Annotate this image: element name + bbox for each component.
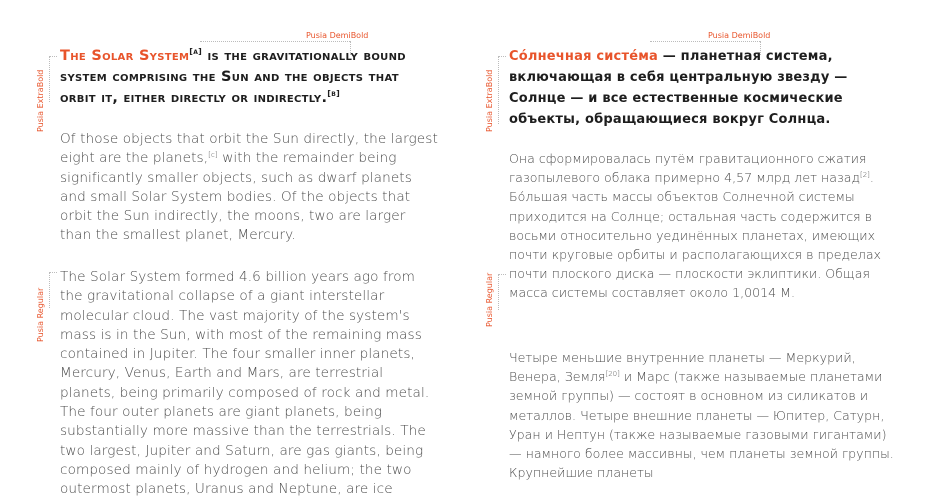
heading-text: — планетная система, включающая в себя центральную звезду — Солнце — и все естественные космические объекты, обращающиеся вокруг Солнца. [509,49,848,127]
font-annotation-extrabold-en: Pusia ExtraBold [36,69,45,132]
russian-heading [509,46,859,130]
font-annotation-extrabold-ru: Pusia ExtraBold [485,69,494,132]
annotation-guide [498,56,506,57]
citation-ref[interactable]: [b] [327,89,341,98]
paragraph-text: Она сформировалась путём гравитационного сжатия газопылевого облака примерно 4,57 млрд лет назад [509,151,867,186]
paragraph-text: . Бо́льшая часть массы объектов Солнечной системы приходится на Солнце; остальная часть содержится в восьми относительно уединённых планетах, имеющих почти круговые орбиты и располагающихся в пределах почти плоского диска — плоскости эклиптики. Общая масса системы составляет около 1,0014 M. [509,170,881,301]
annotation-guide [49,56,50,102]
font-annotation-demibold-en: Pusia DemiBold [306,31,369,40]
annotation-guide [200,41,350,42]
paragraph-text: Четыре меньшие внутренние планеты — Меркурий, Венера, Земля [509,350,856,385]
annotation-guide [49,272,50,308]
paragraph-text: и Марс (также называемые планетами земной группы) — состоят в основном из силикатов и металлов. Четыре внешние планеты — Юпитер, Сатурн, Уран и Нептун (также называемые газовыми гигантами) — намного более массивны, чем планеты земной группы. Крупнейшие планеты [509,369,894,481]
annotation-guide [650,41,760,42]
font-annotation-regular-ru: Pusia Regular [485,272,494,327]
citation-ref[interactable]: [2] [859,171,870,180]
citation-ref[interactable]: [a] [189,47,203,56]
paragraph-text: Of those objects that orbit the Sun directly, the largest eight are the planets, [60,131,438,167]
annotation-guide [49,56,57,57]
russian-paragraph-1 [509,149,897,303]
annotation-guide [498,56,499,124]
english-paragraph-2: The Solar System formed 4.6 billion years ago from the gravitational collapse of a giant interstellar molecular cloud. The vast majority of the system's mass is in the Sun, with most of the remaining mass contained in Jupiter. The four smaller inner planets, Mercury, Venus, Earth and Mars, are terrestrial planets, being primarily composed of rock and metal. The four outer planets are giant planets, being substantially more massive than the terrestrials. The two largest, Jupiter and Saturn, are gas giants, being composed mainly of hydrogen and helium; the two outermost planets, Uranus and Neptune, are ice [60,269,430,498]
font-annotation-demibold-ru: Pusia DemiBold [708,31,771,40]
annotation-guide [498,274,499,310]
heading-accent: Со́лнечная систе́ма [509,49,659,64]
russian-paragraph-2 [509,348,897,482]
english-paragraph-1 [60,130,438,246]
annotation-guide [49,272,57,273]
annotation-guide [498,274,506,275]
citation-ref[interactable]: [20] [605,370,620,379]
font-annotation-regular-en: Pusia Regular [36,287,45,342]
citation-ref[interactable]: [c] [208,151,218,160]
paragraph-text: with the remainder being significantly smaller objects, such as dwarf planets and small Solar System bodies. Of the objects that orbit the Sun indirectly, the moons, two are larger than the smallest planet, Mercury. [60,150,412,244]
heading-text: is the gravitationally bound system comprising the Sun and the objects that orbit it, either directly or indirectly. [60,48,406,106]
english-heading [60,46,440,109]
heading-accent: The Solar System [60,48,190,64]
